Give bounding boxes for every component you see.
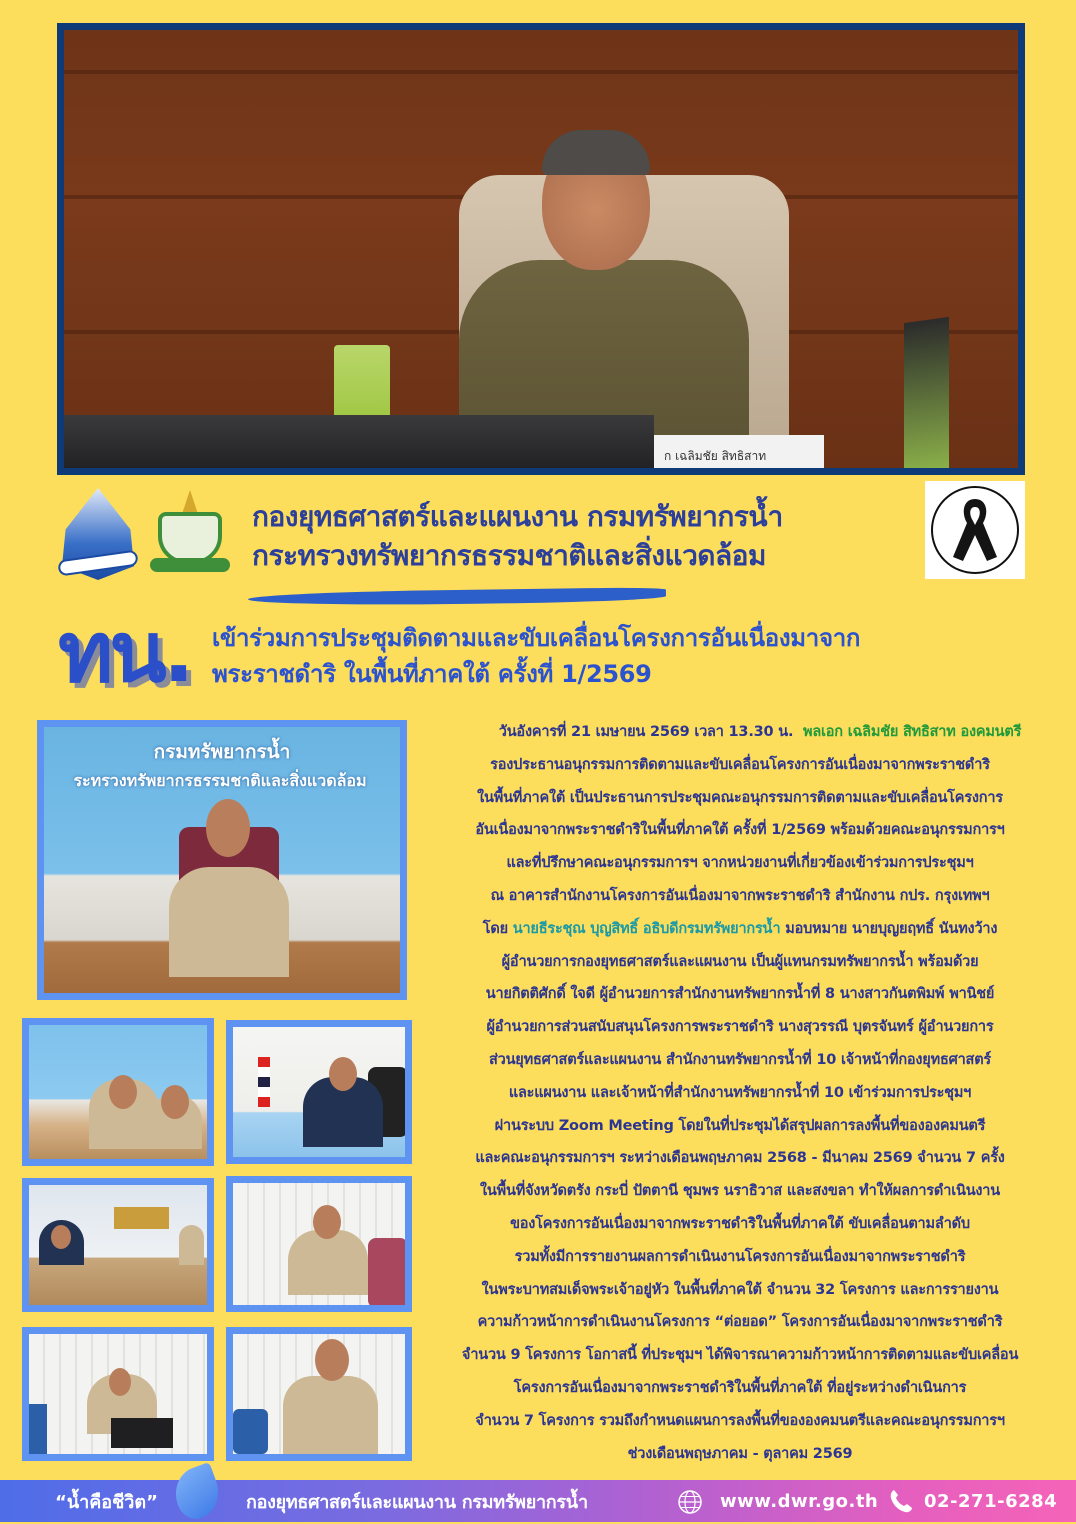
- nameplate: ก เฉลิมชัย สิทธิสาท: [654, 435, 824, 468]
- article-line: ณ อาคารสำนักงานโครงการอันเนื่องมาจากพระราชดำริ สำนักงาน กปร. กรุงเทพฯ: [490, 887, 990, 904]
- photo-meeting-room-1: [22, 1018, 214, 1166]
- water-drop-icon: [168, 1462, 226, 1524]
- photo-officer-woman-3: [226, 1327, 412, 1461]
- phone-icon: [888, 1488, 914, 1514]
- article-line: โครงการอันเนื่องมาจากพระราชดำริในพื้นที่ภาคใต้ ที่อยู่ระหว่างดำเนินการ: [513, 1379, 967, 1396]
- headline-line1: เข้าร่วมการประชุมติดตามและขับเคลื่อนโครงการอันเนื่องมาจาก: [212, 624, 861, 652]
- article-line: ในพระบาทสมเด็จพระเจ้าอยู่หัว ในพื้นที่ภาคใต้ จำนวน 32 โครงการ และการรายงาน: [481, 1281, 999, 1298]
- highlight-director-general: นายธีระชุณ บุญสิทธิ์ อธิบดีกรมทรัพยากรน้ำ: [512, 920, 781, 937]
- org-title-line2: กระทรวงทรัพยากรธรรมชาติและสิ่งแวดล้อม: [252, 539, 766, 572]
- article-line: และคณะอนุกรรมการฯ ระหว่างเดือนพฤษภาคม 2568 - มีนาคม 2569 จำนวน 7 ครั้ง: [475, 1150, 1005, 1167]
- hero-photo-frame: [57, 23, 1025, 475]
- article-line: ความก้าวหน้าการดำเนินงานโครงการ “ต่อยอด” โครงการอันเนื่องมาจากพระราชดำริ: [477, 1314, 1003, 1331]
- photo-sign-line1: กรมทรัพยากรน้ำ: [153, 741, 291, 763]
- article-text: โดย: [482, 920, 508, 937]
- phone-number: 02-271-6284: [924, 1490, 1058, 1512]
- footer-bar: [0, 1480, 1076, 1522]
- article-text: มอบหมาย นายบุญยฤทธิ์ นันทงว้าง: [785, 920, 998, 937]
- article-line: จำนวน 7 โครงการ รวมถึงกำหนดแผนการลงพื้นที่ขององคมนตรีและคณะอนุกรรมการฯ: [475, 1412, 1005, 1429]
- article-line: ผ่านระบบ Zoom Meeting โดยในที่ประชุมได้สรุปผลการลงพื้นที่ขององคมนตรี: [494, 1117, 986, 1134]
- article-line: ในพื้นที่ภาคใต้ เป็นประธานการประชุมคณะอนุกรรมการติดตามและขับเคลื่อนโครงการ: [477, 789, 1003, 806]
- article-line: นายกิตติศักดิ์ ใจดี ผู้อำนวยการสำนักงานทรัพยากรน้ำที่ 8 นางสาวกันตพิมพ์ พานิชย์: [485, 986, 995, 1003]
- org-title: [252, 497, 783, 575]
- black-ribbon-icon: [947, 495, 1003, 565]
- article-line: ของโครงการอันเนื่องมาจากพระราชดำริในพื้นที่ภาคใต้ ขับเคลื่อนตามลำดับ: [510, 1215, 970, 1232]
- article-line: จำนวน 9 โครงการ โอกาสนี้ ที่ประชุมฯ ได้พิจารณาความก้าวหน้าการติดตามและขับเคลื่อน: [461, 1347, 1019, 1364]
- person-hair: [542, 130, 650, 175]
- highlight-privy-councilor: พลเอก เฉลิมชัย สิทธิสาท องคมนตรี: [802, 724, 1022, 740]
- headline-abbr: ทน.: [58, 603, 191, 701]
- ministry-logo: [150, 490, 230, 580]
- photo-main: [37, 720, 407, 1000]
- article-line: และที่ปรึกษาคณะอนุกรรมการฯ จากหน่วยงานที่เกี่ยวข้องเข้าร่วมการประชุมฯ: [506, 855, 974, 872]
- mourning-badge: [925, 481, 1025, 579]
- photo-officer-woman-1: [226, 1176, 412, 1312]
- photo-sign-line2: ระทรวงทรัพยากรธรรมชาติและสิ่งแวดล้อม: [73, 771, 367, 790]
- globe-icon: [677, 1489, 703, 1515]
- article-line: ผู้อำนวยการกองยุทธศาสตร์และแผนงาน เป็นผู้แทนกรมทรัพยากรน้ำ พร้อมด้วย: [501, 953, 979, 970]
- headline: [212, 620, 860, 692]
- footer-department: กองยุทธศาสตร์และแผนงาน กรมทรัพยากรน้ำ: [246, 1491, 588, 1513]
- article-line: รองประธานอนุกรรมการติดตามและขับเคลื่อนโครงการอันเนื่องมาจากพระราชดำริ: [490, 756, 990, 773]
- photo-office-director: [226, 1020, 412, 1164]
- photo-officer-woman-2: [22, 1327, 214, 1461]
- article-line: อันเนื่องมาจากพระราชดำริในพื้นที่ภาคใต้ ครั้งที่ 1/2569 พร้อมด้วยคณะอนุกรรมการฯ: [475, 822, 1005, 839]
- org-title-line1: กองยุทธศาสตร์และแผนงาน กรมทรัพยากรน้ำ: [252, 500, 783, 533]
- monitor: [64, 415, 654, 468]
- brush-stroke-divider: [248, 587, 666, 607]
- website-link[interactable]: www.dwr.go.th: [720, 1490, 879, 1512]
- article-line: ในพื้นที่จังหวัดตรัง กระบี่ ปัตตานี ชุมพร นราธิวาส และสงขลา ทำให้ผลการดำเนินงาน: [480, 1183, 1000, 1200]
- footer-slogan: “น้ำคือชีวิต”: [55, 1491, 158, 1513]
- article-line: ส่วนยุทธศาสตร์และแผนงาน สำนักงานทรัพยากรน้ำที่ 10 เจ้าหน้าที่กองยุทธศาสตร์: [488, 1051, 992, 1068]
- article-line: ช่วงเดือนพฤษภาคม - ตุลาคม 2569: [627, 1445, 853, 1462]
- article-line: รวมทั้งมีการรายงานผลการดำเนินงานโครงการอันเนื่องมาจากพระราชดำริ: [514, 1248, 966, 1265]
- headline-line2: พระราชดำริ ในพื้นที่ภาคใต้ ครั้งที่ 1/2569: [212, 660, 652, 688]
- article-date-time: วันอังคารที่ 21 เมษายน 2569 เวลา 13.30 น.: [498, 724, 794, 740]
- article-line: ผู้อำนวยการส่วนสนับสนุนโครงการพระราชดำริ นางสุวรรณี บุตรจันทร์ ผู้อำนวยการ: [486, 1019, 994, 1036]
- article-line: และแผนงาน และเจ้าหน้าที่สำนักงานทรัพยากรน้ำที่ 10 เข้าร่วมการประชุมฯ: [508, 1084, 972, 1101]
- hero-photo: [64, 30, 1018, 468]
- article-body: [420, 716, 1060, 1470]
- article-line: [420, 716, 1060, 749]
- side-screen: [904, 317, 949, 468]
- article-line: [420, 913, 1060, 946]
- photo-meeting-room-2: [22, 1178, 214, 1312]
